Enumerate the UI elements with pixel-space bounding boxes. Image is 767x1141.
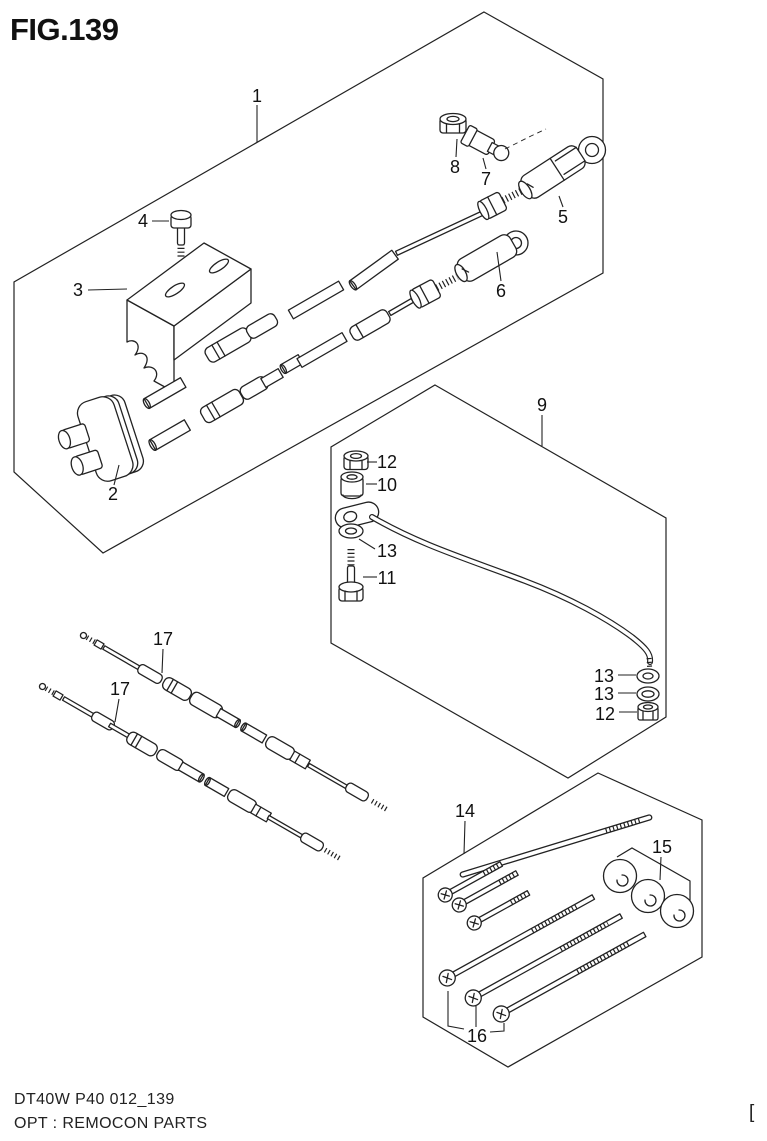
part-label-17: 17 [109, 679, 131, 699]
part-label-6: 6 [495, 281, 507, 301]
part-3-clamp-bracket [127, 243, 251, 392]
part-label-8: 8 [449, 157, 461, 177]
leader-line-17 [162, 649, 163, 673]
part-10-bushing [341, 472, 363, 499]
part-7-joint-fitting [460, 125, 512, 165]
part-label-3: 3 [72, 280, 84, 300]
part-label-16: 16 [466, 1026, 488, 1046]
part-17-cable-upper [79, 631, 387, 810]
leader-line-16 [448, 991, 464, 1029]
part-label-17: 17 [152, 629, 174, 649]
part-17-cable-lower [38, 682, 340, 859]
part-12-nut-lower [638, 703, 658, 721]
corner-bracket: [ [749, 1102, 755, 1123]
part-label-10: 10 [376, 475, 398, 495]
part-15-cap-3 [661, 895, 694, 928]
part-label-9: 9 [536, 395, 548, 415]
part-label-11: 11 [377, 568, 397, 588]
part-label-13: 13 [376, 541, 398, 561]
leader-line-15 [660, 857, 661, 880]
part-13-washer [339, 524, 363, 538]
part-label-2: 2 [107, 484, 119, 504]
part-label-14: 14 [454, 801, 476, 821]
part-13-washer-lower-1 [637, 669, 659, 683]
leader-line-3 [88, 289, 127, 290]
part-2-grommet [50, 390, 147, 492]
footer-caption: OPT : REMOCON PARTS [14, 1115, 208, 1132]
assembly-link-line [505, 129, 546, 149]
part-label-13: 13 [593, 684, 615, 704]
part-label-12: 12 [594, 704, 616, 724]
part-8-nut [440, 114, 466, 134]
leader-line-8 [456, 139, 457, 157]
part-label-13: 13 [593, 666, 615, 686]
leader-line-13 [359, 539, 375, 549]
leader-line-14 [464, 821, 465, 854]
part-4-bolt [171, 211, 191, 258]
part-label-7: 7 [480, 169, 492, 189]
part-12-nut-top [344, 451, 368, 470]
part-15-cap-2 [632, 880, 665, 913]
part-6-rod-end-eye [451, 231, 528, 286]
footer-text [14, 1088, 207, 1136]
part-11-bolt [339, 549, 363, 601]
part-label-1: 1 [251, 86, 263, 106]
part-15-cap-1 [604, 860, 637, 893]
figure-title: FIG.139 [10, 12, 119, 47]
leader-line-17 [115, 699, 119, 722]
part-label-4: 4 [137, 211, 149, 231]
part-label-5: 5 [557, 207, 569, 227]
leader-line-16 [490, 1023, 504, 1032]
part-13-washer-lower-2 [637, 687, 659, 701]
leader-line-7 [483, 158, 486, 169]
footer-code: DT40W P40 012_139 [14, 1091, 175, 1108]
part-label-12: 12 [376, 452, 398, 472]
leader-line-5 [559, 196, 563, 207]
part-5-cable-end-swivel [514, 137, 605, 204]
part-label-15: 15 [651, 837, 673, 857]
